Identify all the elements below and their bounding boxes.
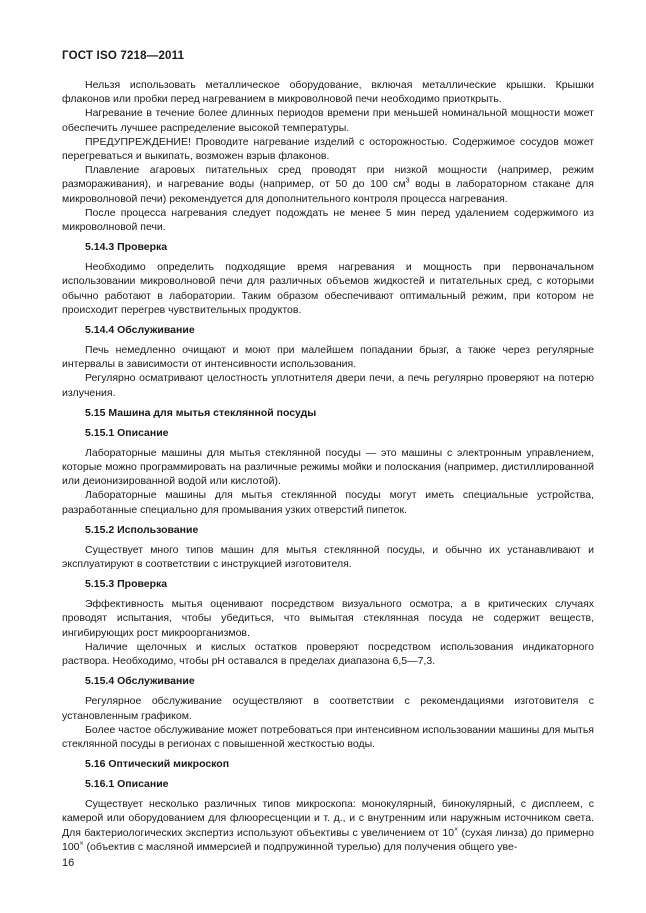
section-heading: 5.15.4 Обслуживание — [85, 675, 195, 688]
section-heading: 5.15 Машина для мытья стеклянной посуды — [85, 406, 317, 419]
section-heading: 5.16 Оптический микроскоп — [85, 758, 230, 771]
document-body — [62, 78, 594, 854]
page-number: 16 — [62, 857, 75, 869]
paragraph: Лабораторные машины для мытья стеклянной посуды — это машины с электронным управлением, которые можно программировать на различные режимы мойки и полоскания (например, дистиллированной или деионизированной водой или кислотой). — [62, 446, 594, 488]
text-run: Существует несколько различных типов микроскопа: монокулярный, бинокулярный, с дисплеем, с камерой или оборудованием для флюоресценции и т. д., и с внутренним или наружным источником света. Для бактериологических экспертиз используют объективы с увеличением от 10 — [62, 798, 594, 839]
paragraph: Печь немедленно очищают и моют при малейшем попадании брызг, а также через регулярные интервалы в зависимости от интенсивности использования. — [62, 344, 594, 371]
paragraph: Регулярно осматривают целостность уплотнителя двери печи, а печь регулярно проверяют на потерю излучения. — [62, 372, 594, 399]
paragraph: После процесса нагревания следует подождать не менее 5 мин перед удалением содержимого из микроволновой печи. — [62, 206, 594, 234]
paragraph: Необходимо определить подходящие время нагревания и мощность при первоначальном использовании микроволновой печи для различных объемов жидкостей и питательных сред, с которыми обычно работают в лаборатории. Таким образом обеспечивают оптимальный режим, при котором не происходит перегрев чувствительных продуктов. — [62, 261, 594, 316]
text-run: (сухая линза) до примерно 100 — [62, 826, 594, 853]
text-run: Плавление агаровых питательных сред проводят при низкой мощности (например, режим размораживания), и нагревание воды (например, от 50 до 100 см — [62, 164, 594, 191]
section-heading: 5.14.3 Проверка — [85, 241, 168, 254]
superscript: × — [79, 840, 84, 848]
paragraph: Более частое обслуживание может потребоваться при интенсивном использовании машины для мытья стеклянной посуды в регионах с повышенной жесткостью воды. — [62, 723, 594, 750]
text-run: воды в лабораторном стакане для микроволновой печи) рекомендуется для дополнительного контроля процесса нагревания. — [62, 178, 594, 205]
superscript: 3 — [405, 177, 410, 185]
paragraph: Нагревание в течение более длинных периодов времени при меньшей номинальной мощности может обеспечить лучшее распределение высокой температуры. — [62, 107, 594, 134]
document-header: ГОСТ ISO 7218—2011 — [62, 50, 185, 62]
section-heading: 5.14.4 Обслуживание — [85, 324, 195, 337]
section-heading: 5.16.1 Описание — [85, 778, 169, 791]
section-heading: 5.15.1 Описание — [85, 426, 169, 439]
text-run: (объектив с масляной иммерсией и подпружинной турелью) для получения общего уве- — [83, 840, 518, 853]
paragraph: Наличие щелочных и кислых остатков проверяют посредством использования индикаторного раствора. Необходимо, чтобы pH оставался в пределах диапазона 6,5—7,3. — [62, 640, 594, 668]
paragraph: Регулярное обслуживание осуществляют в соответствии с рекомендациями изготовителя с установленным графиком. — [62, 695, 594, 722]
warning-paragraph: ПРЕДУПРЕЖДЕНИЕ! Проводите нагревание изделий с осторожностью. Содержимое сосудов может перегреваться и выкипать, возможен взрыв флаконов. — [62, 135, 594, 163]
section-heading: 5.15.2 Использование — [85, 523, 199, 536]
superscript: × — [454, 826, 459, 834]
paragraph: Нельзя использовать металлическое оборудование, включая металлические крышки. Крышки флаконов или пробки перед нагреванием в микроволновой печи необходимо приоткрыть. — [62, 79, 594, 106]
section-heading: 5.15.3 Проверка — [85, 578, 168, 591]
paragraph — [62, 163, 594, 206]
paragraph — [62, 797, 594, 854]
paragraph: Эффективность мытья оценивают посредством визуального осмотра, а в критических случаях проводят испытания, чтобы убедиться, что вымытая стеклянная посуда не содержит веществ, ингибирующих рост микроорганизмов. — [62, 598, 594, 639]
paragraph: Лабораторные машины для мытья стеклянной посуды могут иметь специальные устройства, разработанные специально для промывания узких отверстий пипеток. — [62, 489, 594, 516]
paragraph: Существует много типов машин для мытья стеклянной посуды, и обычно их устанавливают и эксплуатируют в соответствии с инструкцией изготовителя. — [62, 543, 594, 571]
